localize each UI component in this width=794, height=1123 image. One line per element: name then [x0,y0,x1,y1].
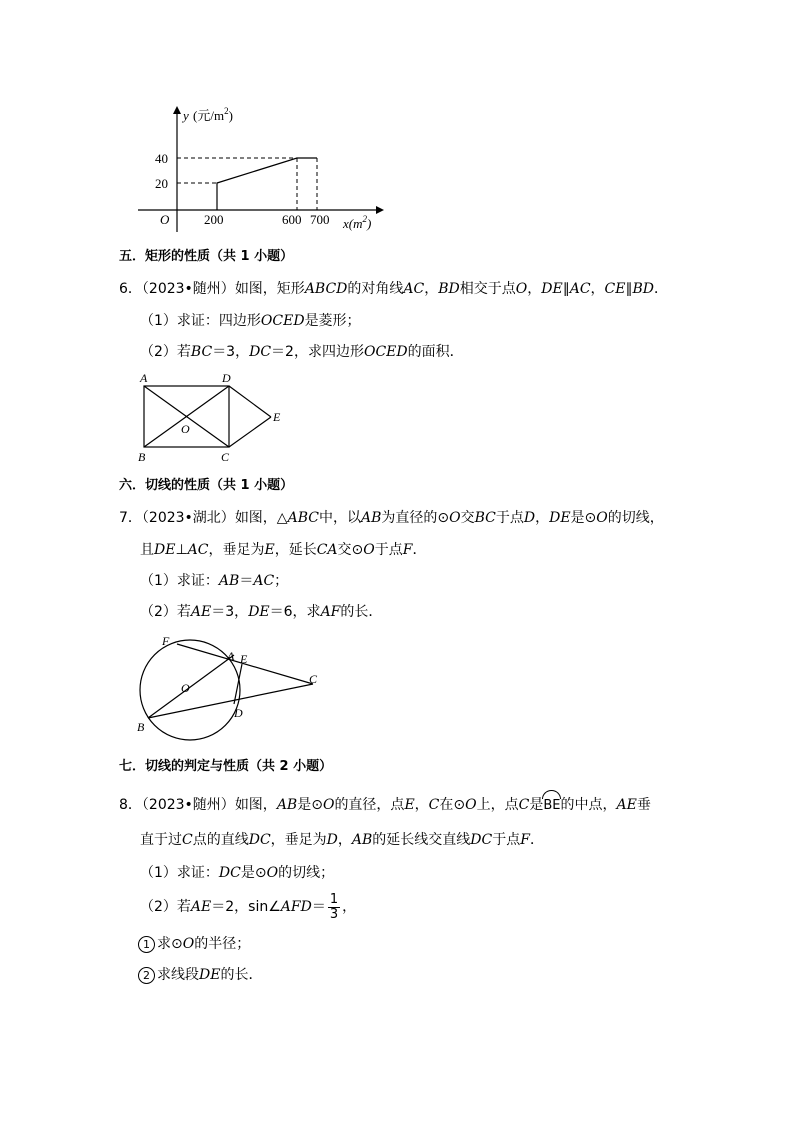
x-tick-600: 600 [282,212,302,227]
rectangle-figure [130,368,300,468]
y-axis-label: y [183,108,189,123]
x-tick-700: 700 [310,212,330,227]
x-tick-200: 200 [204,212,224,227]
arc-be: BE [543,796,560,816]
svg-text:D: D [234,706,243,720]
question-8-stem-line-2: 直于过C点的直线DC，垂足为D，AB的延长线交直线DC于点F． [140,832,544,848]
y-axis-unit: (元$/m^2$) [193,106,233,123]
question-8-stem: 8．（2023•随州）如图，AB是⊙O的直径，点E，C在⊙O上，点C是BE的中点，AE垂 [119,795,651,816]
question-6-part-1: （1）求证：四边形OCED是菱形； [140,313,361,329]
function-line [217,158,317,210]
origin-label: O [160,212,170,227]
y-tick-20: 20 [155,176,168,191]
section-heading-6: 六．切线的性质（共 1 小题） [119,478,294,493]
svg-text:O: O [181,681,190,695]
question-7-part-2: （2）若AE＝3，DE＝6，求AF的长． [140,604,383,620]
question-7-stem: 7．（2023•湖北）如图，△ABC中，以AB为直径的⊙O交BC于点D，DE是⊙O的切线， [119,510,664,526]
question-8-part-2: （2）若AE＝2，sin∠AFD＝ $\frac{1}{3}$ ， [140,891,357,922]
svg-text:A: A [140,371,148,385]
svg-text:O: O [181,422,190,436]
section-heading-7: 七．切线的判定与性质（共 2 小题） [119,759,333,774]
price-area-graph [130,100,390,240]
question-6-stem: 6．（2023•随州）如图，矩形ABCD的对角线AC，BD相交于点O，DE∥AC，CE∥BD． [119,281,668,297]
circled-number-1: 1 [138,936,155,953]
svg-text:C: C [221,450,230,464]
svg-text:E: E [240,652,248,666]
question-8-subpart-2: 2 求线段DE的长． [138,965,262,985]
svg-text:B: B [138,450,146,464]
circled-number-2: 2 [138,967,155,984]
svg-text:C: C [309,672,318,686]
question-7-part-1: （1）求证：AB＝AC； [140,573,289,589]
svg-text:B: B [137,720,145,734]
svg-text:E: E [273,410,281,424]
svg-text:D: D [222,371,231,385]
question-8-part-1: （1）求证：DC是⊙O的切线； [140,865,335,881]
question-8-subpart-1: 1 求⊙O的半径； [138,934,250,954]
question-7-stem-line-2: 且DE⊥AC，垂足为E，延长CA交⊙O于点F． [140,542,427,558]
x-axis-label: $x(m^2)$ [343,214,372,231]
section-heading-5: 五．矩形的性质（共 1 小题） [119,249,294,264]
y-axis-arrow [173,106,181,114]
fraction-one-third: $\frac{1}{3}$ [329,891,339,922]
y-tick-40: 40 [155,151,168,166]
question-6-part-2: （2）若BC＝3，DC＝2，求四边形OCED的面积． [140,344,464,360]
circle-triangle-figure [130,630,330,745]
svg-text:F: F [162,634,170,648]
x-axis-arrow [376,206,384,214]
svg-text:A: A [227,649,235,663]
